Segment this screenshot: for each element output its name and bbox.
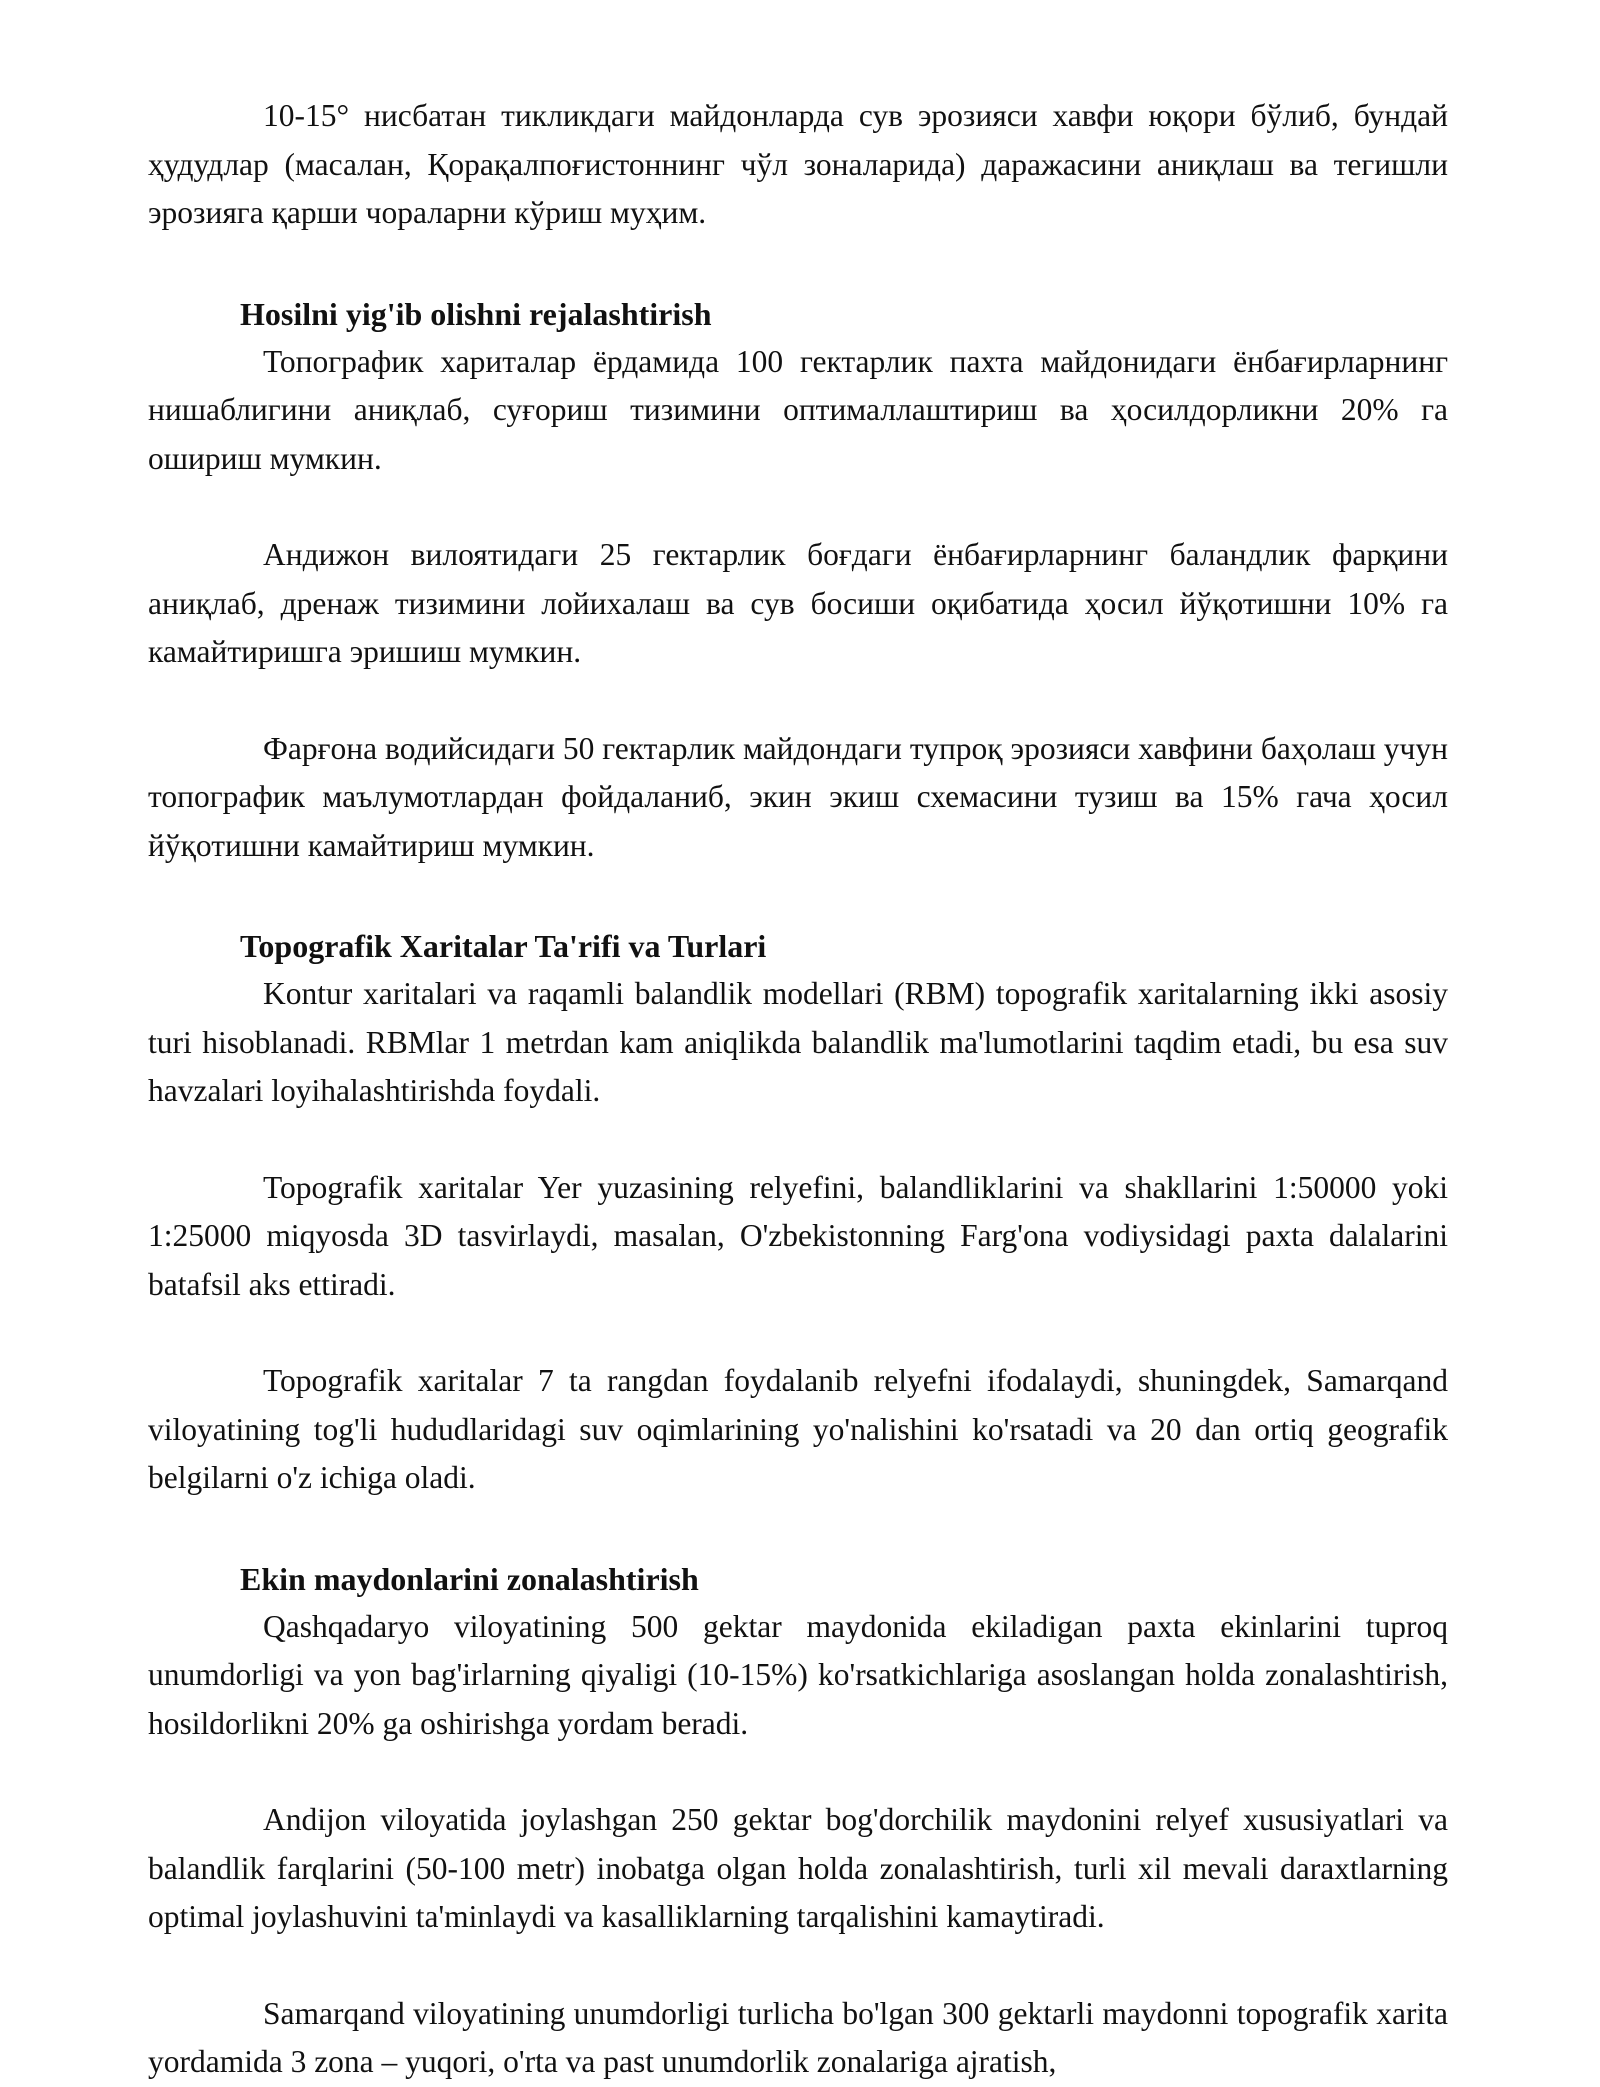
section-paragraph: Andijon viloyatida joylashgan 250 gektar bog'dorchilik maydonini relyef xususiyatlari va balandlik farqlarini (50-100 metr) inobatga olgan holda zonalashtirish, turli xil mevali daraxtlarning optimal joylashuvini ta'minlaydi va kasalliklarning tarqalishini kamaytiradi. bbox=[148, 1802, 1448, 1934]
section-harvest-planning bbox=[148, 290, 1448, 871]
section-map-definition bbox=[148, 922, 1448, 1503]
section-paragraph: Topografik xaritalar Yer yuzasining relyefini, balandliklarini va shakllarini 1:50000 yoki 1:25000 miqyosda 3D tasvirlaydi, masalan, O'zbekistonning Farg'ona vodiysidagi paxta dalalarini batafsil aks ettiradi. bbox=[148, 1169, 1448, 1302]
section-field-zoning bbox=[148, 1555, 1448, 2087]
section-paragraph: Андижон вилоятидаги 25 гектарлик боғдаги ёнбағирларнинг баландлик фарқини аниқлаб, дренаж тизимини лойихалаш ва сув босиши оқибатида ҳосил йўқотишни 10% га камайтиришга эришиш мумкин. bbox=[148, 537, 1448, 669]
section-paragraph: Topografik xaritalar 7 ta rangdan foydalanib relyefni ifodalaydi, shuningdek, Samarqand viloyatining tog'li hududlaridagi suv oqimlarining yo'nalishini ko'rsatadi va 20 dan ortiq geografik belgilarni o'z ichiga oladi. bbox=[148, 1363, 1448, 1495]
section-paragraph: Samarqand viloyatining unumdorligi turlicha bo'lgan 300 gektarli maydonni topografik xarita yordamida 3 zona – yuqori, o'rta va past unumdorlik zonalariga ajratish, bbox=[148, 1995, 1448, 2079]
section-heading: Hosilni yig'ib olishni rejalashtirish bbox=[240, 295, 712, 332]
section-paragraph: Фарғона водийсидаги 50 гектарлик майдондаги тупроқ эрозияси хавфини баҳолаш учун топографик маълумотлардан фойдаланиб, экин экиш схемасини тузиш ва 15% гача ҳосил йўқотишни камайтириш мумкин. bbox=[148, 730, 1448, 863]
section-paragraph: Qashqadaryo viloyatining 500 gektar maydonida ekiladigan paxta ekinlarini tuproq unumdorligi va yon bag'irlarning qiyaligi (10-15%) ko'rsatkichlariga asoslangan holda zonalashtirish, hosildorlikni 20% ga oshirishga yordam beradi. bbox=[148, 1608, 1448, 1741]
section-paragraph: Топографик хариталар ёрдамида 100 гектарлик пахта майдонидаги ёнбағирларнинг нишаблигини аниқлаб, суғориш тизимини оптималлаштириш ва ҳосилдорликни 20% га ошириш мумкин. bbox=[148, 343, 1448, 476]
intro-paragraph: 10-15° нисбатан тикликдаги майдонларда сув эрозияси хавфи юқори бўлиб, бундай ҳудудлар (масалан, Қорақалпоғистоннинг чўл зоналарида) даражасини аниқлаш ва тегишли эрозияга қарши чораларни кўриш муҳим. bbox=[148, 98, 1448, 230]
section-paragraph: Kontur xaritalari va raqamli balandlik modellari (RBM) topografik xaritalarning ikki asosiy turi hisoblanadi. RBMlar 1 metrdan kam aniqlikda balandlik ma'lumotlarini taqdim etadi, bu esa suv havzalari loyihalashtirishda foydali. bbox=[148, 976, 1448, 1108]
section-heading: Ekin maydonlarini zonalashtirish bbox=[240, 1560, 699, 1597]
section-heading: Topografik Xaritalar Ta'rifi va Turlari bbox=[240, 928, 767, 964]
document-page bbox=[148, 92, 1448, 2087]
